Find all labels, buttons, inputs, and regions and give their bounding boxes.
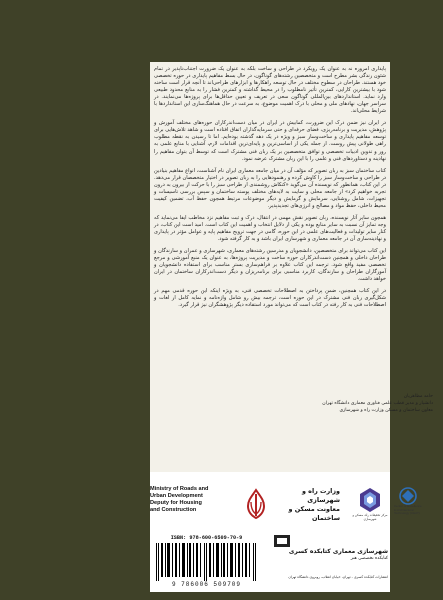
publisher-tagline: کتابکده تخصصی هنر — [350, 556, 388, 561]
isbn-text: ISBN: 978-600-6509-70-9 — [170, 535, 243, 541]
paragraph-5: این کتاب می‌تواند برای متخصصین، دانشجویان و مدرسین رشته‌های معماری، شهرسازی و عمران و سازندگان و طراحان داخلی و همچنین دست‌اندرکاران حوزه ساخت و مدیریت پروژه‌ها، به عنوان یک منبع آموزشی و مرجع تخصصی مفید واقع شود. ترجمه این کتاب علاوه بر فراهم‌سازی بستر مناسب برای استفاده دانشجویان و آموزگاران طراحان و سازندگان، کاربرد مناسبی برای برنامه‌ریزان و دیگر دست‌اندرکاران ساختمان در ایران خواهد داشت. — [154, 248, 386, 283]
paragraph-2: در ایران نیز ضمن درک این ضرورت، کمابیش در ایران در میان دست‌اندرکاران حوزه‌های مختلف آموزش و پژوهش، مدیریت و برنامه‌ریزی، فضای حرفه‌ای و حتی سرمایه‌گذاران اتفاق افتاده است و شاهد تلاش‌هایی برای توسعه مفاهیم پایداری و ساخت‌وساز سبز و ویژه در یک دهه گذشته بوده‌ایم. اما تا رسیدن به نقطه مطلوب راهی طولانی پیش روست. از جمله یکی از اساسی‌ترین و پایه‌ای‌ترین اقدامات لازم، آشنایی با منابع علمی به روز و تدوین ادبیات تخصصی و توافق متخصصین بر یک زبان فنی مشترک است که توسط آن بتوان مفاهیم را نهادینه و دستاوردهای فنی و علمی را با این زبان مشترک عرضه نمود. — [154, 120, 386, 162]
signature-line-2: معاون ساختمان و مسکن وزارت راه و شهرسازی — [339, 408, 433, 413]
ministry-fa-line-2: معاونت مسکن و ساختمان — [288, 505, 340, 522]
research-center-name: مرکز تحقیقات راه، مسکن و شهرسازی — [352, 513, 388, 521]
iran-emblem-icon — [243, 488, 269, 520]
ministry-en-line-3: Deputy for Housing — [150, 500, 202, 506]
ministry-fa-line-1: وزارت راه و شهرسازی — [301, 487, 340, 504]
publisher-name — [270, 548, 388, 562]
ministry-en-line-2: Urban Development — [150, 493, 203, 499]
signature-name: حامد مظاهریان — [403, 394, 433, 399]
signature-block — [303, 393, 433, 414]
footer-address: انتشارات کتابکده کسری - تهران، خیابان انقلاب، روبروی دانشگاه تهران — [288, 575, 388, 579]
paragraph-1: پایداری امروزه نه به عنوان یک رویکرد در طراحی و ساخت بلکه به عنوان یک ضرورت اجتناب‌ناپذیر در تمام شئون زندگی بشر مطرح است و متخصصین رشته‌های گوناگون، در حال بسط مفاهیم پایداری در حوزه تخصصی خود هستند. طراحان در سطوح مختلف در حال توسعه راهکارها و ابزارهای طراحی‌اند تا آنچه قرار است ساخته شود با بیشترین کارایی، کمترین تأثیر نامطلوب را در محیط گذاشته و کمترین فشار را به منابع محدود طبیعی وارد نماید. استانداردهای بین‌المللی گوناگون سعی در تعریف و تعیین حداقل‌ها برای پروژه‌ها می‌نمایند. در سراسر جهان، نهادهای ملی و محلی با درک اهمیت موضوع، به سرعت در حال هماهنگ‌سازی این استانداردها با شرایط محلی‌اند. — [154, 66, 386, 115]
logos-row — [150, 486, 420, 526]
paragraph-4: همچون سایر آثار نویسنده، زبان تصویر نقش مهمی در انتقال، درک و ثبت مفاهیم نزد مخاطب ایفا می‌نماید که وجه تمایز آن نسبت به سایر منابع بوده و یکی از دلایل انتخاب و اهمیت این کتاب است. امید است این کتاب، در کنار سایر تولیدات و فعالیت‌های علمی در این حوزه، گامی در جهت ترویج مفاهیم پایه و عوامل مؤثر در پایداری و نهادینه‌سازی آن در جامعه معماری و شهرسازی ایران باشد و به کار گرفته شود. — [154, 214, 386, 243]
barcode-digits: 9 786006 509709 — [171, 581, 241, 588]
publisher-name-fa: شهرسازی معماری کتابکده کسری — [288, 548, 388, 555]
excellence-center-name: Center of Excellence in Architectural Technology (CEAT) — [394, 504, 422, 515]
body-text — [154, 66, 386, 309]
ministry-name-fa — [268, 487, 340, 523]
signature-line-1: دانشیار و مدیر قطب علمی فناوری معماری دانشگاه تهران — [322, 401, 433, 406]
paragraph-6: در این کتاب همچنین، ضمن پرداختن به اصطلاحات تخصصی فنی، به ویژه اینکه این حوزه قدمی مهم در شکل‌گیری زبان فنی مشترک در این حوزه است، ترجمه بیش رو شامل واژه‌نامه و نمایه کامل از لغات و اصطلاحات فنی به کار رفته در کتاب است که می‌تواند مورد استفاده دیگر پژوهشگران نیز قرار گیرد. — [154, 288, 386, 309]
ministry-en-line-1: Ministry of Roads and — [150, 486, 209, 492]
ministry-en-line-4: and Construction — [150, 507, 197, 513]
paragraph-3: کتاب ساختمان سبز به زبان تصویر که مؤلف آن در میان جامعه معماری ایران نام آشناست، انواع مفاهیم بنیادین در طراحی و ساخت‌وساز سبز را کاوش کرده و رهنمودهایی را به زبان تصویر در اختیار متخصصان قرار می‌دهد. در این کتاب، همانطور که نویسنده آن می‌گوید «کنکاش روشمندی از طراحی سبز را با حرکت از بیرون به درون تجربه خواهیم کرد» از جامعه محلی و سایت به لایه‌های مختلف پوسته ساختمان و سپس بررسی تاسیسات و تجهیزات، شامل روشنایی، سرمایش و گرمایش و دیگر موضوعات مرتبط همچون حفظ آب، تضمین کیفیت محیط داخلی، حفظ مواد و مصالح و انرژی‌های تجدیدپذیر. — [154, 167, 386, 209]
ministry-name-en — [150, 486, 240, 514]
